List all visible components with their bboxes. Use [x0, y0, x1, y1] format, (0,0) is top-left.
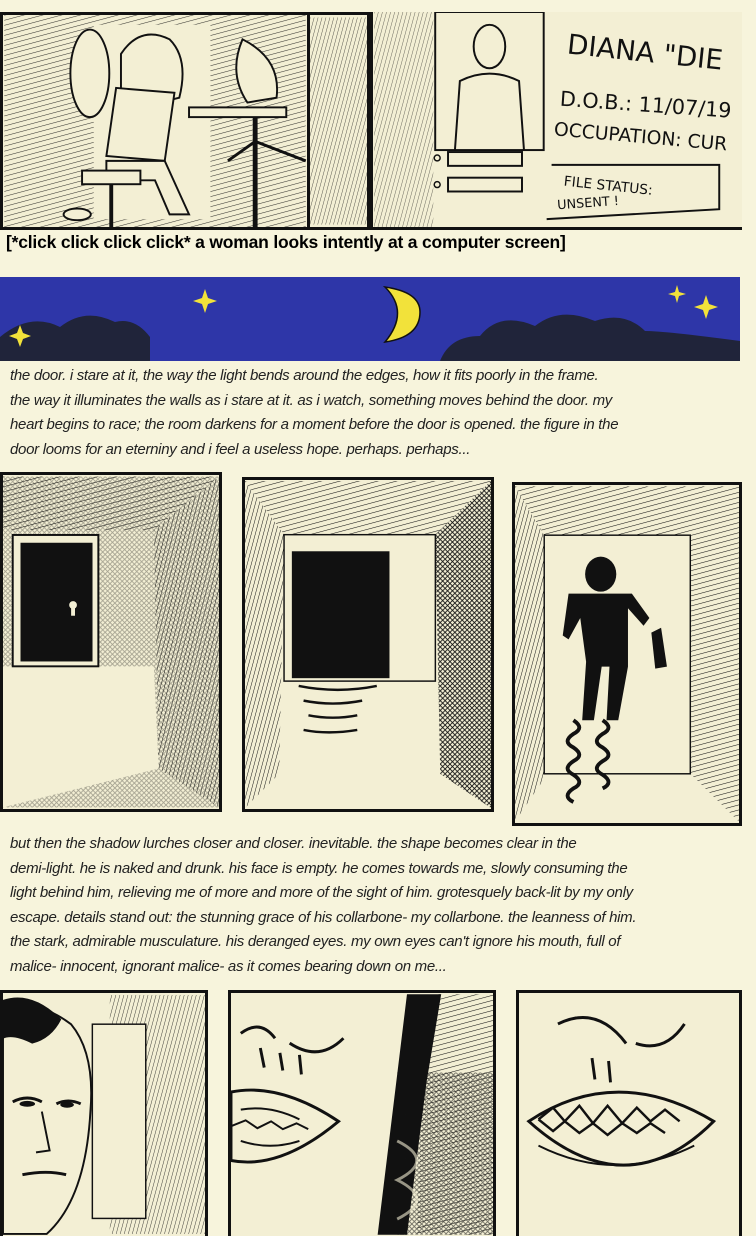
panel-mouth-grin — [516, 990, 742, 1236]
panel-screen-edge — [310, 12, 370, 230]
screen-edge-drawing — [310, 15, 367, 227]
narration-shadow: but then the shadow lurches closer and closer. inevitable. the shape becomes clear in the demi-light. he is naked and drunk. his face is empty. he comes towards me, slowly consuming the light behind him, relieving me of more and more of the sight of him. grotesquely back-lit by my only escape. details stand out: the stunning grace of his collarbone- my collarbone. the leanness of him. the stark, admirable musculature. his deranged eyes. my own eyes can't ignore his mouth, full of malice- innocent, ignorant malice- as it comes bearing down on me... — [10, 835, 637, 975]
mouth-grin-drawing — [519, 993, 739, 1236]
panel-corridor-figure — [512, 482, 742, 826]
face-closeup-drawing — [3, 993, 205, 1236]
file-status-label: FILE STATUS: — [562, 173, 654, 199]
panel-face-closeup — [0, 990, 208, 1236]
narration-door: the door. i stare at it, the way the light bends around the edges, how it fits poorly in the frame. the way it illuminates the walls as i stare at it. as i watch, something moves behind the door. my heart begins to race; the room darkens for a moment before the door is opened. the figure in the door looms for an eterniny and i feel a useless hope. perhaps. perhaps... — [10, 367, 619, 458]
woman-at-computer-drawing — [3, 15, 307, 227]
night-sky-drawing — [0, 277, 740, 361]
moon-icon — [385, 287, 420, 342]
night-sky-strip — [0, 277, 740, 361]
star-icon — [193, 289, 217, 313]
mouth-tears-drawing — [231, 993, 493, 1236]
profile-file-drawing — [373, 12, 742, 227]
panel-profile-file — [370, 12, 742, 230]
corridor-dark-door-drawing — [245, 480, 491, 809]
panel-woman-at-computer — [0, 12, 310, 230]
profile-occupation: OCCUPATION: CUR — [553, 119, 729, 156]
panel-mouth-tears — [228, 990, 496, 1236]
panel-corridor-closed-door — [0, 472, 222, 812]
file-status-value: UNSENT ! — [556, 193, 620, 214]
star-icon — [694, 295, 718, 319]
star-icon — [668, 285, 686, 303]
panel-corridor-dark-door — [242, 477, 494, 812]
caption-computer-screen: [*click click click click* a woman looks intently at a computer screen] — [6, 232, 566, 252]
corridor-figure-drawing — [515, 485, 739, 823]
profile-dob: D.O.B.: 11/07/19 — [559, 86, 733, 123]
profile-name: DIANA "DIE — [565, 27, 725, 77]
corridor-closed-door-drawing — [3, 475, 219, 809]
